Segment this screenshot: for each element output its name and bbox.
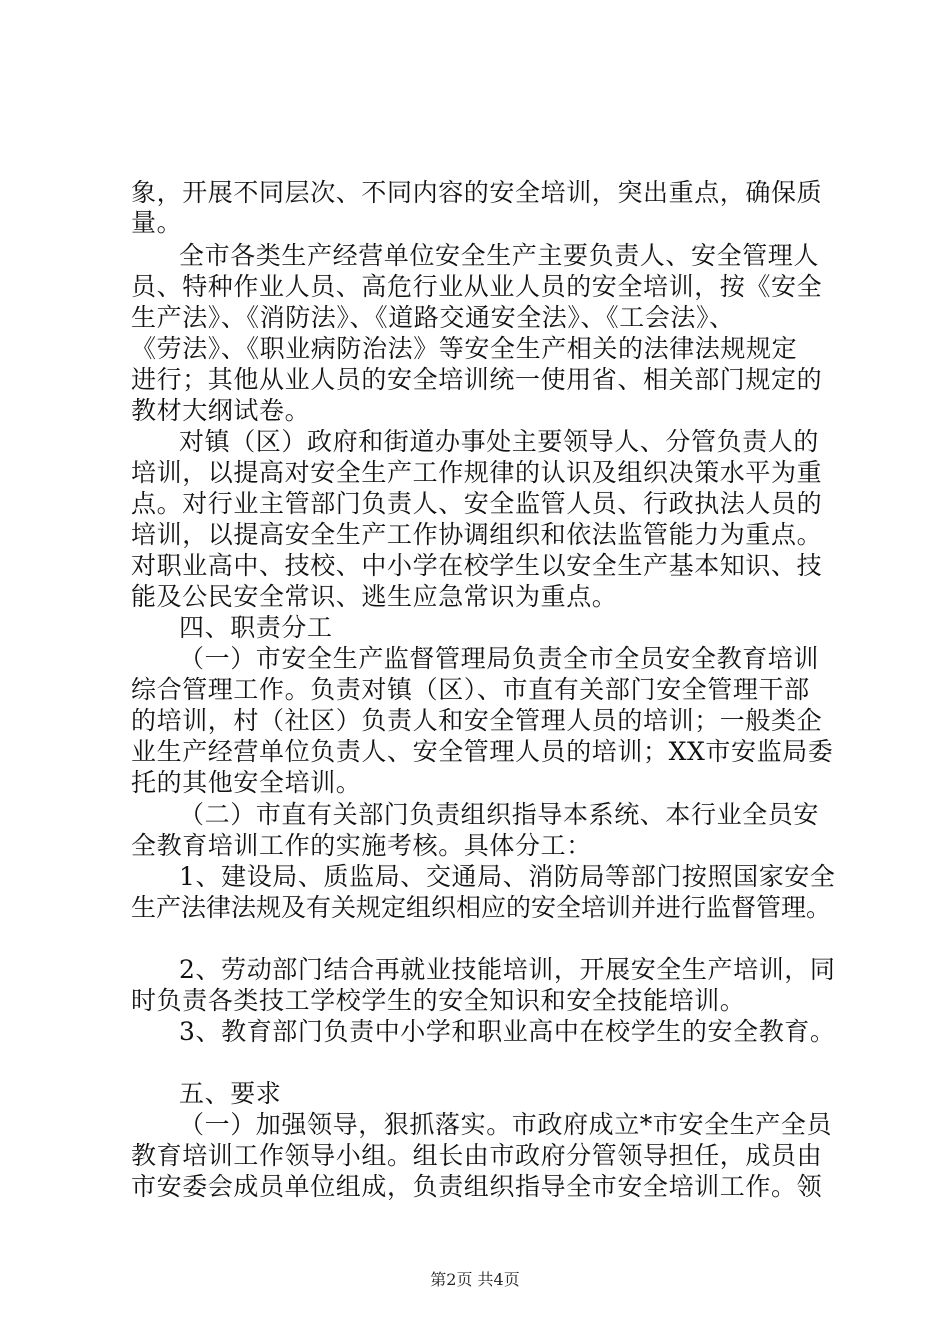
section-heading: 五、要求 — [179, 1079, 282, 1108]
text-line: 象，开展不同层次、不同内容的安全培训，突出重点，确保质 — [131, 178, 823, 207]
text-line: 生产法》、《消防法》、《道路交通安全法》、《工会法》、 — [131, 303, 735, 332]
text-line: 时负责各类技工学校学生的安全知识和安全技能培训。 — [131, 986, 746, 1015]
text-line: 托的其他安全培训。 — [131, 768, 362, 797]
text-line: 教材大纲试卷。 — [131, 396, 311, 425]
paragraph-start-line: 全市各类生产经营单位安全生产主要负责人、安全管理人 — [179, 241, 820, 270]
text-line: 生产法律法规及有关规定组织相应的安全培训并进行监督管理。 — [131, 893, 832, 922]
text-line: 对职业高中、技校、中小学在校学生以安全生产基本知识、技 — [131, 551, 823, 580]
text-line: 培训，以提高对安全生产工作规律的认识及组织决策水平为重 — [131, 458, 823, 487]
paragraph-start-line: 2、劳动部门结合再就业技能培训，开展安全生产培训，同 — [179, 955, 836, 984]
text-line: 量。 — [131, 208, 183, 237]
text-line: 点。对行业主管部门负责人、安全监管人员、行政执法人员的 — [131, 489, 823, 518]
text-line: 《劳法》、《职业病防治法》等安全生产相关的法律法规规定 — [131, 334, 798, 363]
text-line: 培训，以提高安全生产工作协调组织和依法监管能力为重点。 — [131, 520, 823, 549]
text-line: 进行；其他从业人员的安全培训统一使用省、相关部门规定的 — [131, 365, 823, 394]
paragraph-start-line: （二）市直有关部门负责组织指导本系统、本行业全员安 — [179, 800, 820, 829]
text-line: 的培训，村（社区）负责人和安全管理人员的培训；一般类企 — [131, 706, 823, 735]
text-line: 员、特种作业人员、高危行业从业人员的安全培训，按《安全 — [131, 272, 823, 301]
text-line: 能及公民安全常识、逃生应急常识为重点。 — [131, 582, 618, 611]
text-line: 全教育培训工作的实施考核。具体分工： — [131, 831, 592, 860]
section-heading: 四、职责分工 — [179, 613, 333, 642]
paragraph-start-line: 对镇（区）政府和街道办事处主要领导人、分管负责人的 — [179, 427, 820, 456]
text-line: 市安委会成员单位组成，负责组织指导全市安全培训工作。领 — [131, 1172, 823, 1201]
text-line: 业生产经营单位负责人、安全管理人员的培训；XX市安监局委 — [131, 737, 834, 766]
paragraph-start-line: （一）市安全生产监督管理局负责全市全员安全教育培训 — [179, 644, 820, 673]
paragraph-start-line: （一）加强领导，狠抓落实。市政府成立*市安全生产全员 — [179, 1110, 833, 1139]
text-line: 教育培训工作领导小组。组长由市政府分管领导担任，成员由 — [131, 1141, 823, 1170]
text-line: 综合管理工作。负责对镇（区）、市直有关部门安全管理干部 — [131, 675, 810, 704]
paragraph-start-line: 3、教育部门负责中小学和职业高中在校学生的安全教育。 — [179, 1017, 836, 1046]
page-number-footer: 第2页 共4页 — [430, 1270, 520, 1289]
paragraph-start-line: 1、建设局、质监局、交通局、消防局等部门按照国家安全 — [179, 862, 836, 891]
